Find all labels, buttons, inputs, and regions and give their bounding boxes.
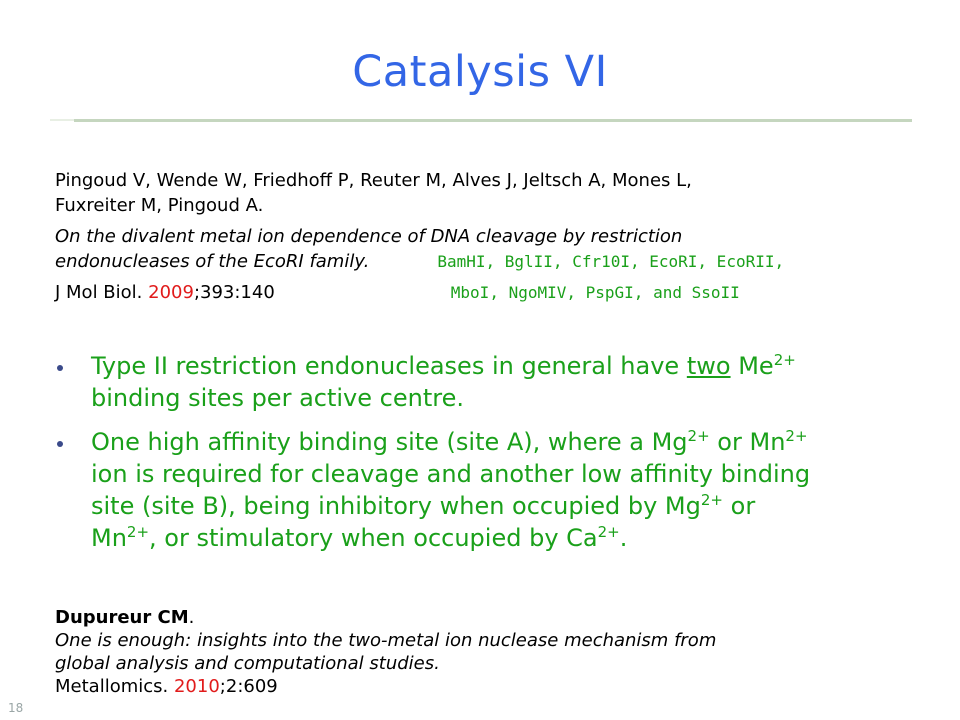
ref2-title-line2: global analysis and computational studies. [55, 653, 440, 674]
ref1-volume-pages: ;393:140 [193, 282, 275, 303]
ref1-citation-row [55, 280, 915, 305]
bullet2-line2: ion is required for cleavage and another low affinity binding [91, 460, 811, 488]
bullet1-sup: 2+ [773, 351, 796, 369]
bullet2-period: . [619, 524, 628, 552]
bullet1-text-cont: binding sites per active centre. [91, 384, 464, 412]
bullet2-sup-mg2: 2+ [700, 491, 723, 509]
title-rule-accent [50, 119, 74, 121]
ref1-authors-line2: Fuxreiter M, Pingoud A. [55, 195, 264, 216]
bullet2-line4: , or stimulatory when occupied by Ca [149, 524, 598, 552]
ref2-year: 2010 [173, 676, 220, 697]
bullet2-mn: or Mn [709, 428, 786, 456]
bullet-dot [57, 441, 63, 447]
ref2-author-row [55, 606, 915, 629]
bullet2-sup-mn: 2+ [785, 427, 808, 445]
bullet-list [55, 350, 925, 566]
bullet2-mn2: Mn [91, 524, 127, 552]
bullet2-line3: site (site B), being inhibitory when occupied by Mg [91, 492, 701, 520]
bullet2-sup-mg: 2+ [687, 427, 710, 445]
ref1-year: 2009 [148, 282, 194, 303]
bullet2-sup-mn2: 2+ [126, 523, 150, 541]
bullet-item-binding-sites [55, 350, 925, 414]
slide-title: Catalysis VI [352, 47, 608, 97]
ref1-title-line2-row [55, 249, 915, 274]
bullet2-or: or [723, 492, 756, 520]
reference-dupureur [55, 606, 915, 698]
bullet1-me: Me [738, 352, 774, 380]
ref1-journal: J Mol Biol. [55, 282, 143, 303]
bullet1-underlined: two [686, 352, 731, 380]
ref2-volume-pages: ;2:609 [219, 676, 278, 697]
bullet-dot [57, 365, 63, 371]
enzymes-list-line2: MboI, NgoMIV, PspGI, and SsoII [450, 283, 740, 302]
ref2-title-line1: One is enough: insights into the two-metal ion nuclease mechanism from [55, 630, 717, 651]
bullet1-text: Type II restriction endonucleases in general have [91, 352, 680, 380]
ref1-title-line1: On the divalent metal ion dependence of DNA cleavage by restriction [55, 226, 683, 247]
bullet2-text: One high affinity binding site (site A), where a Mg [91, 428, 688, 456]
ref2-author-period: . [188, 607, 195, 628]
bullet-item-affinity-sites [55, 426, 925, 554]
enzymes-list-line1: BamHI, BglII, Cfr10I, EcoRI, EcoRII, [437, 252, 785, 271]
reference-pingoud [55, 168, 915, 305]
ref1-title-line2: endonucleases of the EcoRI family. [55, 251, 370, 272]
ref2-journal: Metallomics. [55, 676, 169, 697]
ref2-author: Dupureur CM [55, 607, 189, 628]
page-number: 18 [8, 701, 24, 715]
ref1-authors-line1: Pingoud V, Wende W, Friedhoff P, Reuter M, Alves J, Jeltsch A, Mones L, [55, 170, 692, 191]
bullet2-sup-ca: 2+ [597, 523, 620, 541]
ref2-citation-row [55, 675, 915, 698]
title-rule [74, 119, 912, 122]
